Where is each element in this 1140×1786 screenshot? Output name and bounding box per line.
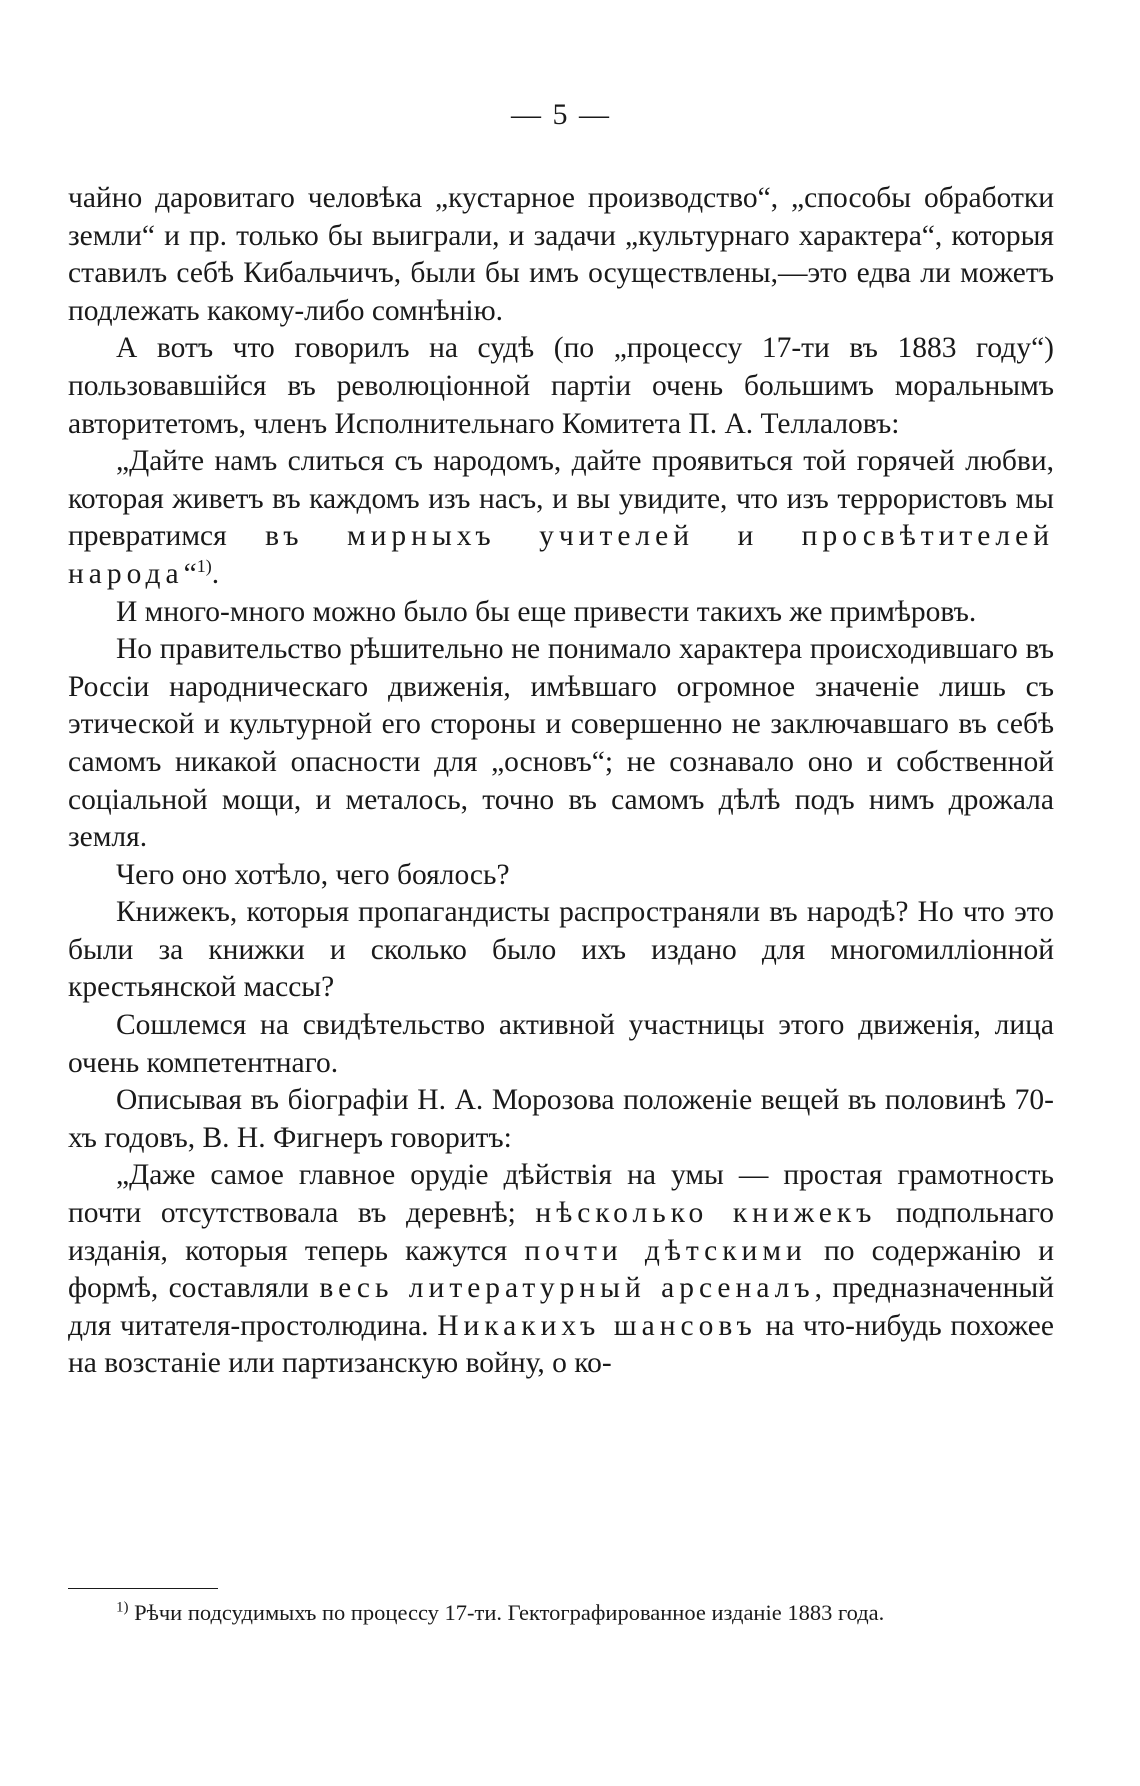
paragraph-books — [68, 894, 1054, 1007]
book-page — [68, 0, 1054, 1786]
text-run: “ — [183, 557, 197, 590]
paragraph-tellalov-intro — [68, 330, 1054, 443]
body-text — [68, 180, 1054, 1383]
paragraph-testimony — [68, 1007, 1054, 1082]
text-run: Описывая въ біографіи Н. А. Морозова положеніе вещей въ половинѣ 70-хъ годовъ, В. Н. Фигнеръ говоритъ: — [68, 1084, 1054, 1154]
footnote-mark: 1) — [116, 1599, 129, 1616]
emphasized-text: въ мирныхъ учителей и просвѣтителей народа — [68, 520, 1054, 590]
footnote-text: Рѣчи подсудимыхъ по процессу 17-ти. Гектографированное изданіе 1883 года. — [128, 1600, 885, 1625]
paragraph-question — [68, 857, 1054, 895]
emphasized-text: почти дѣтскими — [524, 1234, 807, 1267]
paragraph-figner-intro — [68, 1082, 1054, 1157]
paragraph-continuation — [68, 180, 1054, 330]
paragraph-more-examples — [68, 594, 1054, 632]
text-run: . — [211, 557, 220, 590]
paragraph-tellalov-quote — [68, 443, 1054, 593]
footnote-divider — [68, 1588, 218, 1589]
emphasized-text: весь литературный арсеналъ — [319, 1272, 815, 1305]
text-run: чайно даровитаго человѣка „кустарное производство“, „способы обработки земли“ и пр. только бы выиграли, и задачи „культурнаго характера“, которыя ставилъ себѣ Кибальчичъ, были бы имъ осуществлены,—это едва ли можетъ подлежать какому-либо сомнѣнію. — [68, 182, 1054, 327]
text-run: А вотъ что говорилъ на судѣ (по „процессу 17-ти въ 1883 году“) пользовавшійся въ революціонной партіи очень большимъ моральнымъ авторитетомъ, членъ Исполнительнаго Комитета П. А. Теллаловъ: — [68, 332, 1054, 440]
text-run: „Даже самое главное орудіе дѣйствія на умы — простая грамотность почти отсутствовала въ деревнѣ; — [68, 1159, 1054, 1230]
emphasized-text: нѣсколько книжекъ — [535, 1197, 877, 1230]
footnote — [68, 1596, 1054, 1629]
text-run: по содержанію и формѣ, составляли — [68, 1234, 1054, 1305]
emphasized-text: Никакихъ шансовъ — [437, 1309, 757, 1342]
page-number: — 5 — — [511, 98, 611, 131]
text-run: Сошлемся на свидѣтельство активной участницы этого движенія, лица очень компетентнаго. — [68, 1009, 1054, 1079]
text-run: на что-нибудь похожее на возстаніе или партизанскую войну, о ко- — [68, 1309, 1054, 1380]
text-run: Но правительство рѣшительно не понимало характера происходившаго въ Россіи народническаго движенія, имѣвшаго огромное значеніе лишь съ этической и культурной его стороны и совершенно не заключавшаго въ себѣ самомъ никакой опасности для „основъ“; не сознавало оно и собственной соціальной мощи, и металось, точно въ самомъ дѣлѣ подъ нимъ дрожала земля. — [68, 633, 1054, 854]
paragraph-figner-quote — [68, 1157, 1054, 1383]
text-run: И много-много можно было бы еще привести такихъ же примѣровъ. — [116, 595, 977, 628]
text-run: Книжекъ, которыя пропагандисты распространяли въ народѣ? Но что это были за книжки и сколько было ихъ издано для многомилліонной крестьянской массы? — [68, 896, 1054, 1004]
text-run: Чего оно хотѣло, чего боялось? — [116, 858, 510, 891]
footnote-reference: 1) — [196, 556, 212, 577]
paragraph-government — [68, 631, 1054, 857]
text-run: „Дайте намъ слиться съ народомъ, дайте проявиться той горячей любви, которая живетъ въ каждомъ изъ насъ, и вы увидите, что изъ террористовъ мы превратимся — [68, 445, 1054, 553]
text-run: , предназначенный для читателя-простолюдина. — [68, 1272, 1054, 1342]
text-run: подпольнаго изданія, которыя теперь кажутся — [68, 1197, 1055, 1267]
